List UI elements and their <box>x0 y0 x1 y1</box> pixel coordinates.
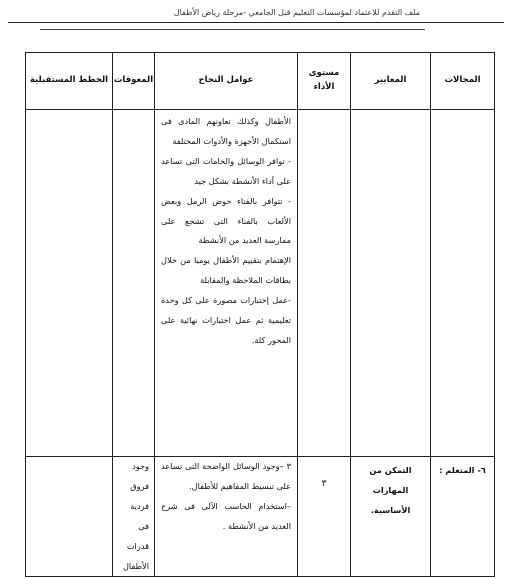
header-criteria: المعايير <box>351 53 431 110</box>
cell-criteria <box>351 457 431 577</box>
header-obstacles: المعوقات <box>113 53 155 110</box>
performance-level-value: ٣ <box>321 479 327 489</box>
success-factor-item: - توافر الوسائل والخامات التى تساعد على أداء الأنشطة بشكل جيد <box>161 155 291 186</box>
success-factor-item: - تتوافر بالفناء حوض الرمل وبعض الألعاب بالفناء التى تشجع على ممارسة العديد من الأنشطة <box>161 195 291 246</box>
cell-future-plans <box>26 457 113 577</box>
success-factor-item: الأطفال وكذلك تعاونهم المادى فى استكمال الأجهزة والأدوات المختلفة <box>161 116 291 146</box>
success-factor-item: –استخدام الحاسب الآلى فى شرح العديد من الأنشطة . <box>161 500 291 531</box>
table-header-row <box>26 53 495 110</box>
header-future-plans: الخطط المستقبلية <box>26 53 113 110</box>
cell-performance-level <box>298 457 351 577</box>
success-factor-item: الإهتمام بتقييم الأطفال يوميا من خلال بطاقات الملاحظة والمقابلة <box>161 255 291 286</box>
table-row <box>26 110 495 457</box>
header-performance-level: مستوى الأداء <box>298 53 351 110</box>
header-rule <box>8 22 504 23</box>
header-rule-secondary <box>40 29 425 30</box>
success-factor-item: ٣ –وجود الوسائل الواضحة التى تساعد على تبسيط المفاهيم للأطفال. <box>161 461 291 491</box>
table-row <box>26 457 495 577</box>
cell-criteria <box>351 110 431 457</box>
header-domains: المجالات <box>431 53 495 110</box>
success-factor-item: -عمل إختبارات مصورة على كل وحدة تعليمية ثم عمل اختبارات نهائية على المحور كلة. <box>161 295 291 345</box>
obstacles-text: وجود فروق فردية فى قدرات الأطفال <box>122 461 149 571</box>
cell-obstacles <box>113 457 155 577</box>
cell-success-factors <box>155 457 298 577</box>
criteria-text: التمكن من المهارات الأساسية. <box>369 465 412 515</box>
cell-domain <box>431 457 495 577</box>
domain-text: ٦- المتعلم : <box>439 465 486 475</box>
cell-performance-level <box>298 110 351 457</box>
document-header: ملف التقدم للاعتماد لمؤسسات التعليم قبل الجامعي -مرحلة رياض الأطفال <box>173 8 420 17</box>
cell-obstacles <box>113 110 155 457</box>
cell-success-factors <box>155 110 298 457</box>
header-success-factors: عوامل النجاح <box>155 53 298 110</box>
evaluation-table <box>25 52 495 577</box>
cell-domain <box>431 110 495 457</box>
cell-future-plans <box>26 110 113 457</box>
